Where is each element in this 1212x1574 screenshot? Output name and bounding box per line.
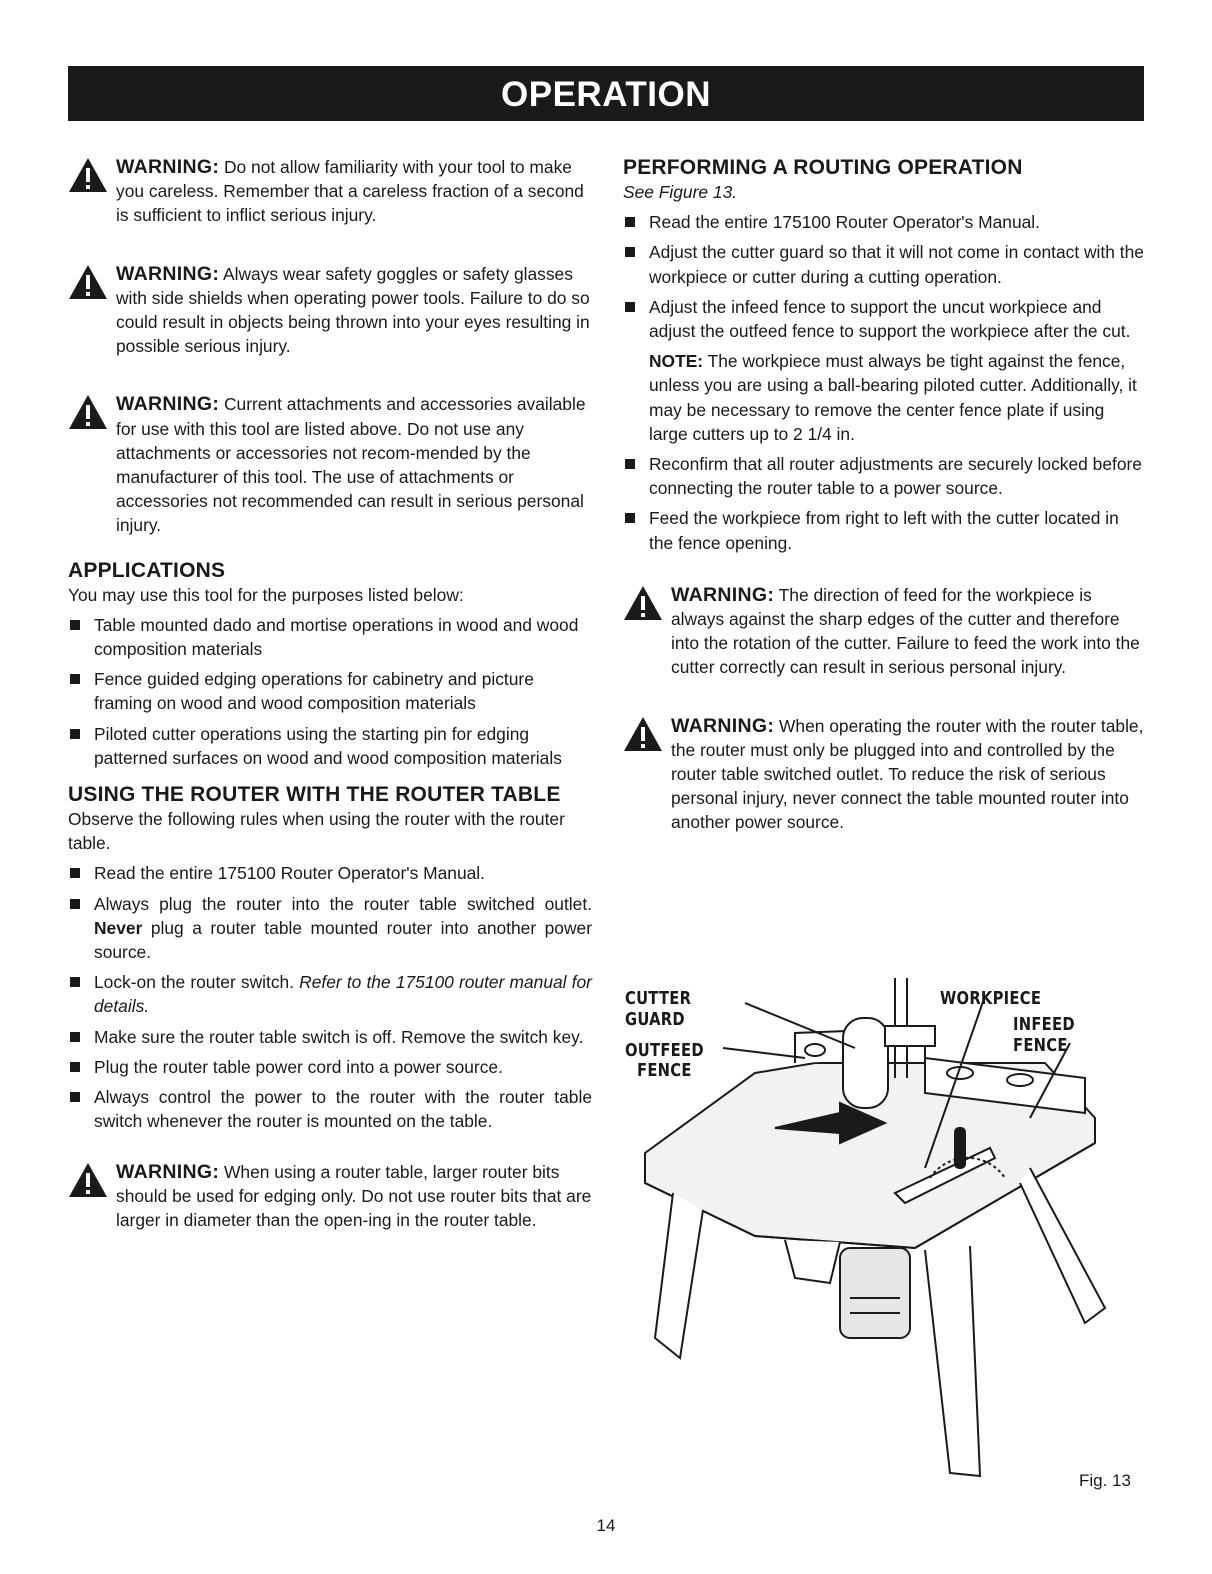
page-number: 14: [596, 1516, 616, 1535]
list-item-text: plug a router table mounted router into another power source.: [94, 917, 592, 963]
warning-block: [623, 583, 1145, 680]
warning-icon: [623, 585, 663, 621]
warning-keyword: WARNING:: [671, 583, 775, 606]
list-item: Adjust the infeed fence to support the uncut workpiece and adjust the outfeed fence to support the workpiece after the cut.: [623, 295, 1145, 343]
warning-block: [68, 392, 592, 537]
warning-icon: [68, 1162, 108, 1198]
warning-block: [68, 1160, 592, 1233]
list-item: Fence guided edging operations for cabinetry and picture framing on wood and wood composition materials: [68, 667, 592, 715]
page-title: OPERATION: [68, 66, 1144, 121]
applications-list: [68, 613, 592, 770]
warning-icon: [68, 157, 108, 193]
list-item: Read the entire 175100 Router Operator's Manual.: [68, 861, 592, 885]
using-router-list: [68, 861, 592, 1133]
list-item: Piloted cutter operations using the starting pin for edging patterned surfaces on wood and wood composition materials: [68, 722, 592, 770]
warning-keyword: WARNING:: [116, 156, 220, 178]
warning-text: When using a router table, larger router bits should be used for edging only. Do not use router bits that are larger in diameter than the open-ing in the router table.: [116, 1161, 592, 1230]
routing-list-continued: [623, 452, 1145, 555]
list-item: Reconfirm that all router adjustments are securely locked before connecting the router table to a power source.: [623, 452, 1145, 500]
warning-block: [623, 714, 1145, 835]
list-item: Adjust the cutter guard so that it will not come in contact with the workpiece or cutter during a cutting operation.: [623, 240, 1145, 288]
warning-icon: [623, 716, 663, 752]
routing-list: [623, 210, 1145, 343]
callout-workpiece: WORKPIECE: [940, 988, 1042, 1009]
warning-keyword: WARNING:: [116, 262, 220, 285]
left-column: [68, 155, 592, 1232]
router-table-figure: [625, 978, 1145, 1498]
warning-text: The direction of feed for the workpiece is always against the sharp edges of the cutter and therefore into the rotation of the cutter. Failure to feed the work into the cutter correctly can result in serious personal injury.: [671, 584, 1140, 678]
list-item: Table mounted dado and mortise operations in wood and wood composition materials: [68, 613, 592, 661]
warning-keyword: WARNING:: [116, 393, 220, 416]
note-text: The workpiece must always be tight against the fence, unless you are using a ball-bearing piloted cutter. Additionally, it may be necessary to remove the center fence plate if using large cutters up to 2 1/4 in.: [649, 351, 1137, 444]
using-router-heading: USING THE ROUTER WITH THE ROUTER TABLE: [68, 783, 561, 807]
list-item-text: Lock-on the router switch.: [94, 972, 295, 993]
using-router-intro: Observe the following rules when using the router with the router table.: [68, 809, 565, 854]
applications-heading: APPLICATIONS: [68, 558, 226, 582]
warning-keyword: WARNING:: [671, 714, 775, 737]
callout-outfeed: OUTFEED: [625, 1040, 704, 1061]
warning-icon: [68, 264, 108, 300]
callout-infeed-fence: INFEED FENCE: [1013, 1014, 1075, 1056]
figure-caption: Fig. 13: [1079, 1471, 1131, 1490]
callout-cutter: CUTTER: [625, 988, 692, 1009]
applications-intro: You may use this tool for the purposes listed below:: [68, 584, 464, 605]
figure-reference: See Figure 13.: [623, 182, 738, 202]
warning-icon: [68, 394, 108, 430]
list-item: Plug the router table power cord into a power source.: [68, 1055, 592, 1079]
callout-fence: FENCE: [637, 1060, 692, 1081]
list-item-emphasis: Never: [94, 917, 143, 938]
note: [623, 349, 1145, 446]
warning-text: When operating the router with the router table, the router must only be plugged into and controlled by the router table switched outlet. To reduce the risk of serious personal injury, never connect the table mounted router into another power source.: [671, 715, 1144, 833]
warning-text: Do not allow familiarity with your tool to make you careless. Remember that a careless fraction of a second is sufficient to inflict serious injury.: [116, 157, 584, 226]
routing-heading: PERFORMING A ROUTING OPERATION: [623, 156, 1023, 179]
list-item: [68, 892, 592, 965]
list-item: [68, 970, 592, 1018]
warning-text: Always wear safety goggles or safety glasses with side shields when operating power tools. Failure to do so could result in objects being thrown into your eyes resulting in possible serious injury.: [116, 263, 590, 357]
note-label: NOTE:: [649, 351, 704, 372]
callout-guard: GUARD: [625, 1009, 685, 1030]
warning-keyword: WARNING:: [116, 1160, 220, 1183]
list-item: Always control the power to the router with the router table switch whenever the router is mounted on the table.: [68, 1085, 592, 1133]
right-column: [623, 155, 1145, 835]
list-item-text: Always plug the router into the router table switched outlet.: [94, 893, 592, 914]
warning-text: Current attachments and accessories available for use with this tool are listed above. Do not use any attachments or accessories not recom-mended by the manufacturer of this tool. The use of attachments or accessories not recommended can result in serious personal injury.: [116, 394, 586, 536]
list-item-reference: Refer to the 175100 router manual for details.: [94, 972, 592, 1017]
warning-block: [68, 262, 592, 359]
list-item: Feed the workpiece from right to left with the cutter located in the fence opening.: [623, 506, 1145, 554]
list-item: Make sure the router table switch is off. Remove the switch key.: [68, 1025, 592, 1049]
list-item: Read the entire 175100 Router Operator's Manual.: [623, 210, 1145, 234]
warning-block: [68, 155, 592, 228]
